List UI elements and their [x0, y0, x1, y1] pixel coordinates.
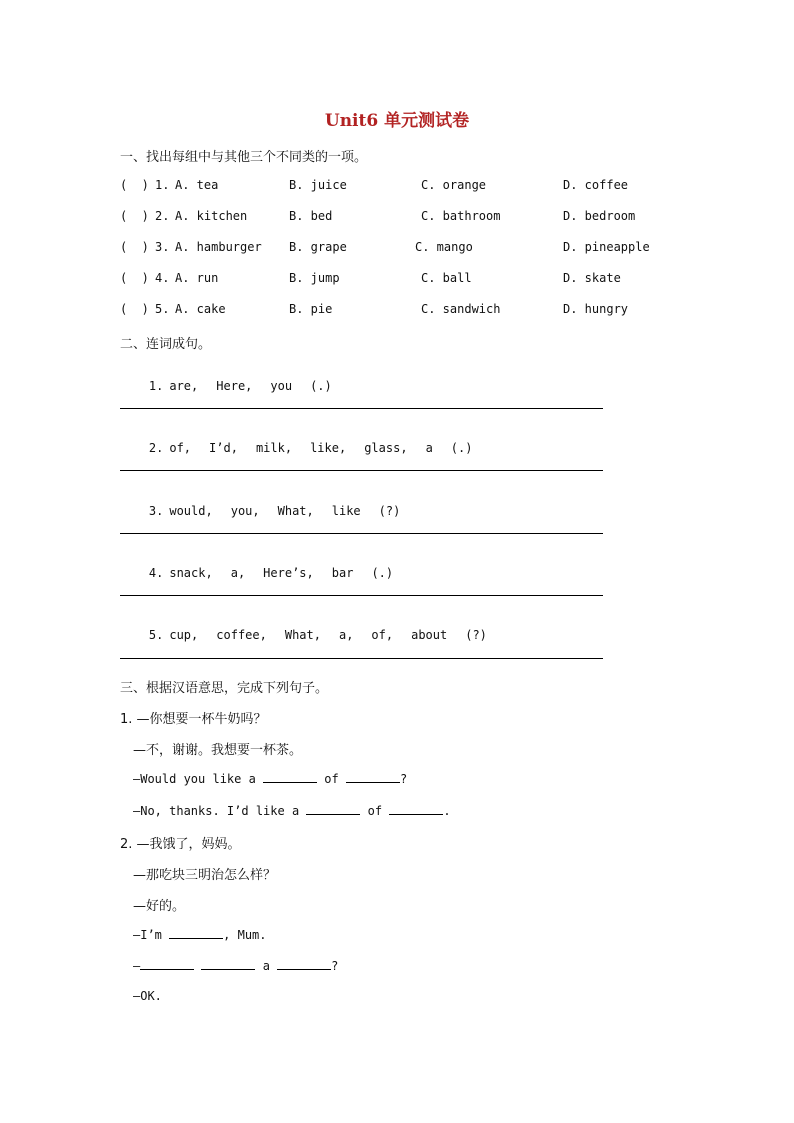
word: a,: [338, 628, 354, 642]
reorder-item-3: [120, 490, 418, 532]
option-a: A. hamburger: [175, 240, 262, 254]
answer-paren[interactable]: ( ): [120, 302, 149, 316]
item-number: 5.: [155, 302, 170, 316]
word: What,: [284, 628, 321, 642]
option-a: A. kitchen: [175, 209, 248, 223]
word: What,: [277, 504, 314, 518]
word: (?): [465, 628, 487, 642]
item-number: 4.: [148, 566, 164, 580]
answer-line[interactable]: [120, 408, 603, 409]
blank-field[interactable]: [169, 927, 223, 939]
word: of,: [371, 628, 394, 642]
reorder-item-5: [120, 614, 505, 656]
word: I’d,: [209, 441, 238, 455]
english-line: [133, 803, 451, 818]
mcq-item-5: [120, 302, 680, 320]
word: coffee,: [216, 628, 267, 642]
answer-line[interactable]: [120, 533, 603, 534]
item-number: 2.: [155, 209, 170, 223]
sentence-text: , Mum.: [223, 928, 267, 942]
word: bar: [331, 566, 354, 580]
blank-field[interactable]: [201, 958, 255, 970]
word: you: [270, 379, 293, 393]
word: you,: [230, 504, 260, 518]
option-d: D. bedroom: [563, 209, 636, 223]
mcq-item-3: [120, 240, 680, 258]
english-line: [133, 958, 338, 973]
word: would,: [169, 504, 213, 518]
item-number: 4.: [155, 271, 170, 285]
item-number: 2.: [148, 441, 164, 455]
reorder-item-2: [120, 427, 490, 469]
option-b: B. pie: [289, 302, 333, 316]
answer-line[interactable]: [120, 470, 603, 471]
answer-paren[interactable]: ( ): [120, 240, 149, 254]
option-b: B. jump: [289, 271, 340, 285]
word: cup,: [169, 628, 199, 642]
mcq-item-2: [120, 209, 680, 227]
option-d: D. skate: [563, 271, 621, 285]
chinese-line: —我饿了，妈妈。: [136, 837, 241, 852]
section3-heading: 三、根据汉语意思，完成下列句子。: [120, 681, 329, 696]
item-number: 2.: [120, 837, 133, 852]
mcq-item-4: [120, 271, 680, 289]
sentence-text: ?: [399, 772, 408, 786]
sentence-text: —I’m: [133, 928, 162, 942]
translate-item-2-prompt: [120, 833, 241, 852]
word: milk,: [255, 441, 293, 455]
blank-field[interactable]: [277, 958, 331, 970]
option-a: A. run: [175, 271, 219, 285]
word: (?): [378, 504, 401, 518]
word: like: [331, 504, 361, 518]
option-c: C. orange: [421, 178, 487, 192]
word: a: [425, 441, 433, 455]
reorder-item-4: [120, 552, 411, 594]
sentence-text: of: [367, 804, 383, 818]
blank-field[interactable]: [346, 771, 400, 783]
option-c: C. sandwich: [421, 302, 501, 316]
blank-field[interactable]: [140, 958, 194, 970]
option-c: C. mango: [415, 240, 473, 254]
sentence-text: .: [443, 804, 451, 818]
chinese-line: —好的。: [133, 899, 186, 914]
word: about: [411, 628, 448, 642]
chinese-line: —你想要一杯牛奶吗？: [136, 712, 267, 727]
blank-field[interactable]: [389, 803, 443, 815]
option-d: D. pineapple: [563, 240, 650, 254]
answer-paren[interactable]: ( ): [120, 178, 149, 192]
answer-paren[interactable]: ( ): [120, 271, 149, 285]
option-a: A. cake: [175, 302, 226, 316]
sentence-text: a: [262, 959, 270, 973]
word: Here,: [216, 379, 253, 393]
reorder-item-1: [120, 365, 350, 407]
mcq-item-1: [120, 178, 680, 196]
page-title: Unit6 单元测试卷: [324, 111, 470, 131]
word: Here’s,: [263, 566, 314, 580]
sentence-text: ?: [331, 959, 339, 973]
item-number: 5.: [148, 628, 164, 642]
section1-heading: 一、找出每组中与其他三个不同类的一项。: [120, 150, 368, 165]
word: (.): [310, 379, 332, 393]
english-line: [133, 927, 267, 942]
word: are,: [169, 379, 199, 393]
answer-line[interactable]: [120, 658, 603, 659]
english-line: —OK.: [133, 989, 162, 1003]
chinese-line: —那吃块三明治怎么样？: [133, 868, 277, 883]
section2-heading: 二、连词成句。: [120, 337, 212, 352]
answer-paren[interactable]: ( ): [120, 209, 149, 223]
english-line: [133, 771, 407, 786]
option-a: A. tea: [175, 178, 219, 192]
word: a,: [230, 566, 246, 580]
word: snack,: [169, 566, 213, 580]
option-b: B. grape: [289, 240, 347, 254]
item-number: 1.: [155, 178, 170, 192]
word: of,: [169, 441, 192, 455]
blank-field[interactable]: [263, 771, 317, 783]
word: (.): [371, 566, 394, 580]
sentence-text: —: [133, 959, 141, 973]
translate-item-1-prompt: [120, 708, 267, 727]
word: (.): [450, 441, 473, 455]
item-number: 1.: [120, 712, 133, 727]
answer-line[interactable]: [120, 595, 603, 596]
item-number: 3.: [148, 504, 164, 518]
item-number: 1.: [148, 379, 164, 393]
sentence-text: —Would you like a: [133, 772, 256, 786]
word: glass,: [364, 441, 408, 455]
sentence-text: —No, thanks. I’d like a: [133, 804, 300, 818]
option-b: B. juice: [289, 178, 347, 192]
blank-field[interactable]: [306, 803, 360, 815]
sentence-text: of: [324, 772, 339, 786]
word: like,: [310, 441, 347, 455]
option-c: C. bathroom: [421, 209, 501, 223]
item-number: 3.: [155, 240, 170, 254]
option-d: D. hungry: [563, 302, 629, 316]
option-b: B. bed: [289, 209, 333, 223]
option-d: D. coffee: [563, 178, 629, 192]
chinese-line: —不，谢谢。我想要一杯茶。: [133, 743, 303, 758]
option-c: C. ball: [421, 271, 472, 285]
